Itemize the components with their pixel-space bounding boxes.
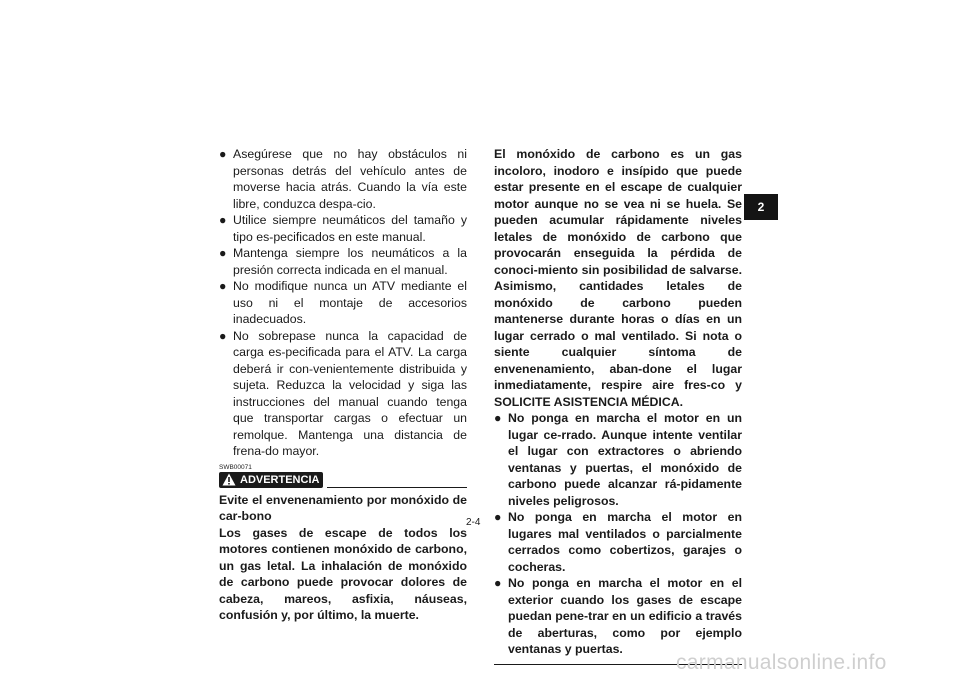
list-item: ● No ponga en marcha el motor en el exterior cuando los gases de escape puedan pene-trar en un edificio a través de aberturas, como por ejemplo ventanas y puertas. xyxy=(494,576,742,656)
warning-label: ADVERTENCIA xyxy=(240,473,320,486)
co-bullet-list xyxy=(494,410,742,658)
bullet-icon: ● xyxy=(219,279,227,293)
list-item: ● No ponga en marcha el motor en un lugar ce-rrado. Aunque intente ventilar el lugar con extractores o abriendo ventanas y puertas, el monóxido de carbono puede alcanzar rá-pidamente niveles peligrosos. xyxy=(494,411,742,508)
list-item: ● No ponga en marcha el motor en lugares mal ventilados o parcialmente cerrados como cobertizos, garajes o cocheras. xyxy=(494,510,742,574)
bullet-icon: ● xyxy=(494,576,502,590)
list-item: ● Utilice siempre neumáticos del tamaño y tipo es-pecificados en este manual. xyxy=(219,213,467,244)
warning-text: Los gases de escape de todos los motores contienen monóxido de carbono, un gas letal. La inhalación de monóxido de carbono puede provocar dolores de cabeza, mareos, asfixia, náuseas, confusión y, por último, la muerte. xyxy=(219,525,467,622)
warning-title: Evite el envenenamiento por monóxido de car-bono xyxy=(219,492,467,523)
warning-triangle-icon xyxy=(222,473,236,486)
list-item: ● No modifique nunca un ATV mediante el uso ni el montaje de accesorios inadecuados. xyxy=(219,279,467,326)
right-column xyxy=(494,146,742,665)
left-column xyxy=(219,146,467,624)
safety-bullet-list xyxy=(219,146,467,460)
list-item: ● No sobrepase nunca la capacidad de carga es-pecificada para el ATV. La carga deberá ir con-venientemente distribuida y sujeta. Reduzca la velocidad y siga las instrucciones del manual cuando tenga que transportar cargas o efectuar un remolque. Mantenga una distancia de frena-do mayor. xyxy=(219,328,467,458)
bullet-icon: ● xyxy=(494,510,502,524)
bullet-icon: ● xyxy=(219,328,227,343)
bullet-icon: ● xyxy=(219,246,227,260)
bullet-icon: ● xyxy=(494,411,502,425)
watermark: carmanualsonline.info xyxy=(676,651,887,674)
warning-badge xyxy=(219,472,323,488)
warning-header xyxy=(219,472,467,488)
warning-code: SWB00071 xyxy=(219,463,252,471)
page-number: 2-4 xyxy=(466,517,481,528)
list-item: ● Mantenga siempre los neumáticos a la presión correcta indicada en el manual. xyxy=(219,246,467,277)
co-warning-paragraph: El monóxido de carbono es un gas incoloro, inodoro e insípido que puede estar presente en el escape de cualquier motor aunque no se vea ni se huela. Se pueden acumular rápidamente niveles letales de monóxido de carbono que provocarán enseguida la pérdida de conoci-miento sin posibilidad de salvarse. Asimismo, cantidades letales de monóxido de carbono pueden mantenerse durante horas o días en un lugar cerrado o mal ventilado. Si nota o siente cualquier síntoma de envenenamiento, aban-done el lugar inmediatamente, respire aire fres-co y SOLICITE ASISTENCIA MÉDICA. xyxy=(494,147,742,409)
warning-rule xyxy=(327,487,467,488)
chapter-tab: 2 xyxy=(744,194,778,220)
bullet-icon: ● xyxy=(219,213,227,227)
bullet-icon: ● xyxy=(219,147,227,161)
list-item: ● Asegúrese que no hay obstáculos ni personas detrás del vehículo antes de moverse hacia atrás. Cuando la vía este libre, conduzca despa-cio. xyxy=(219,147,467,211)
